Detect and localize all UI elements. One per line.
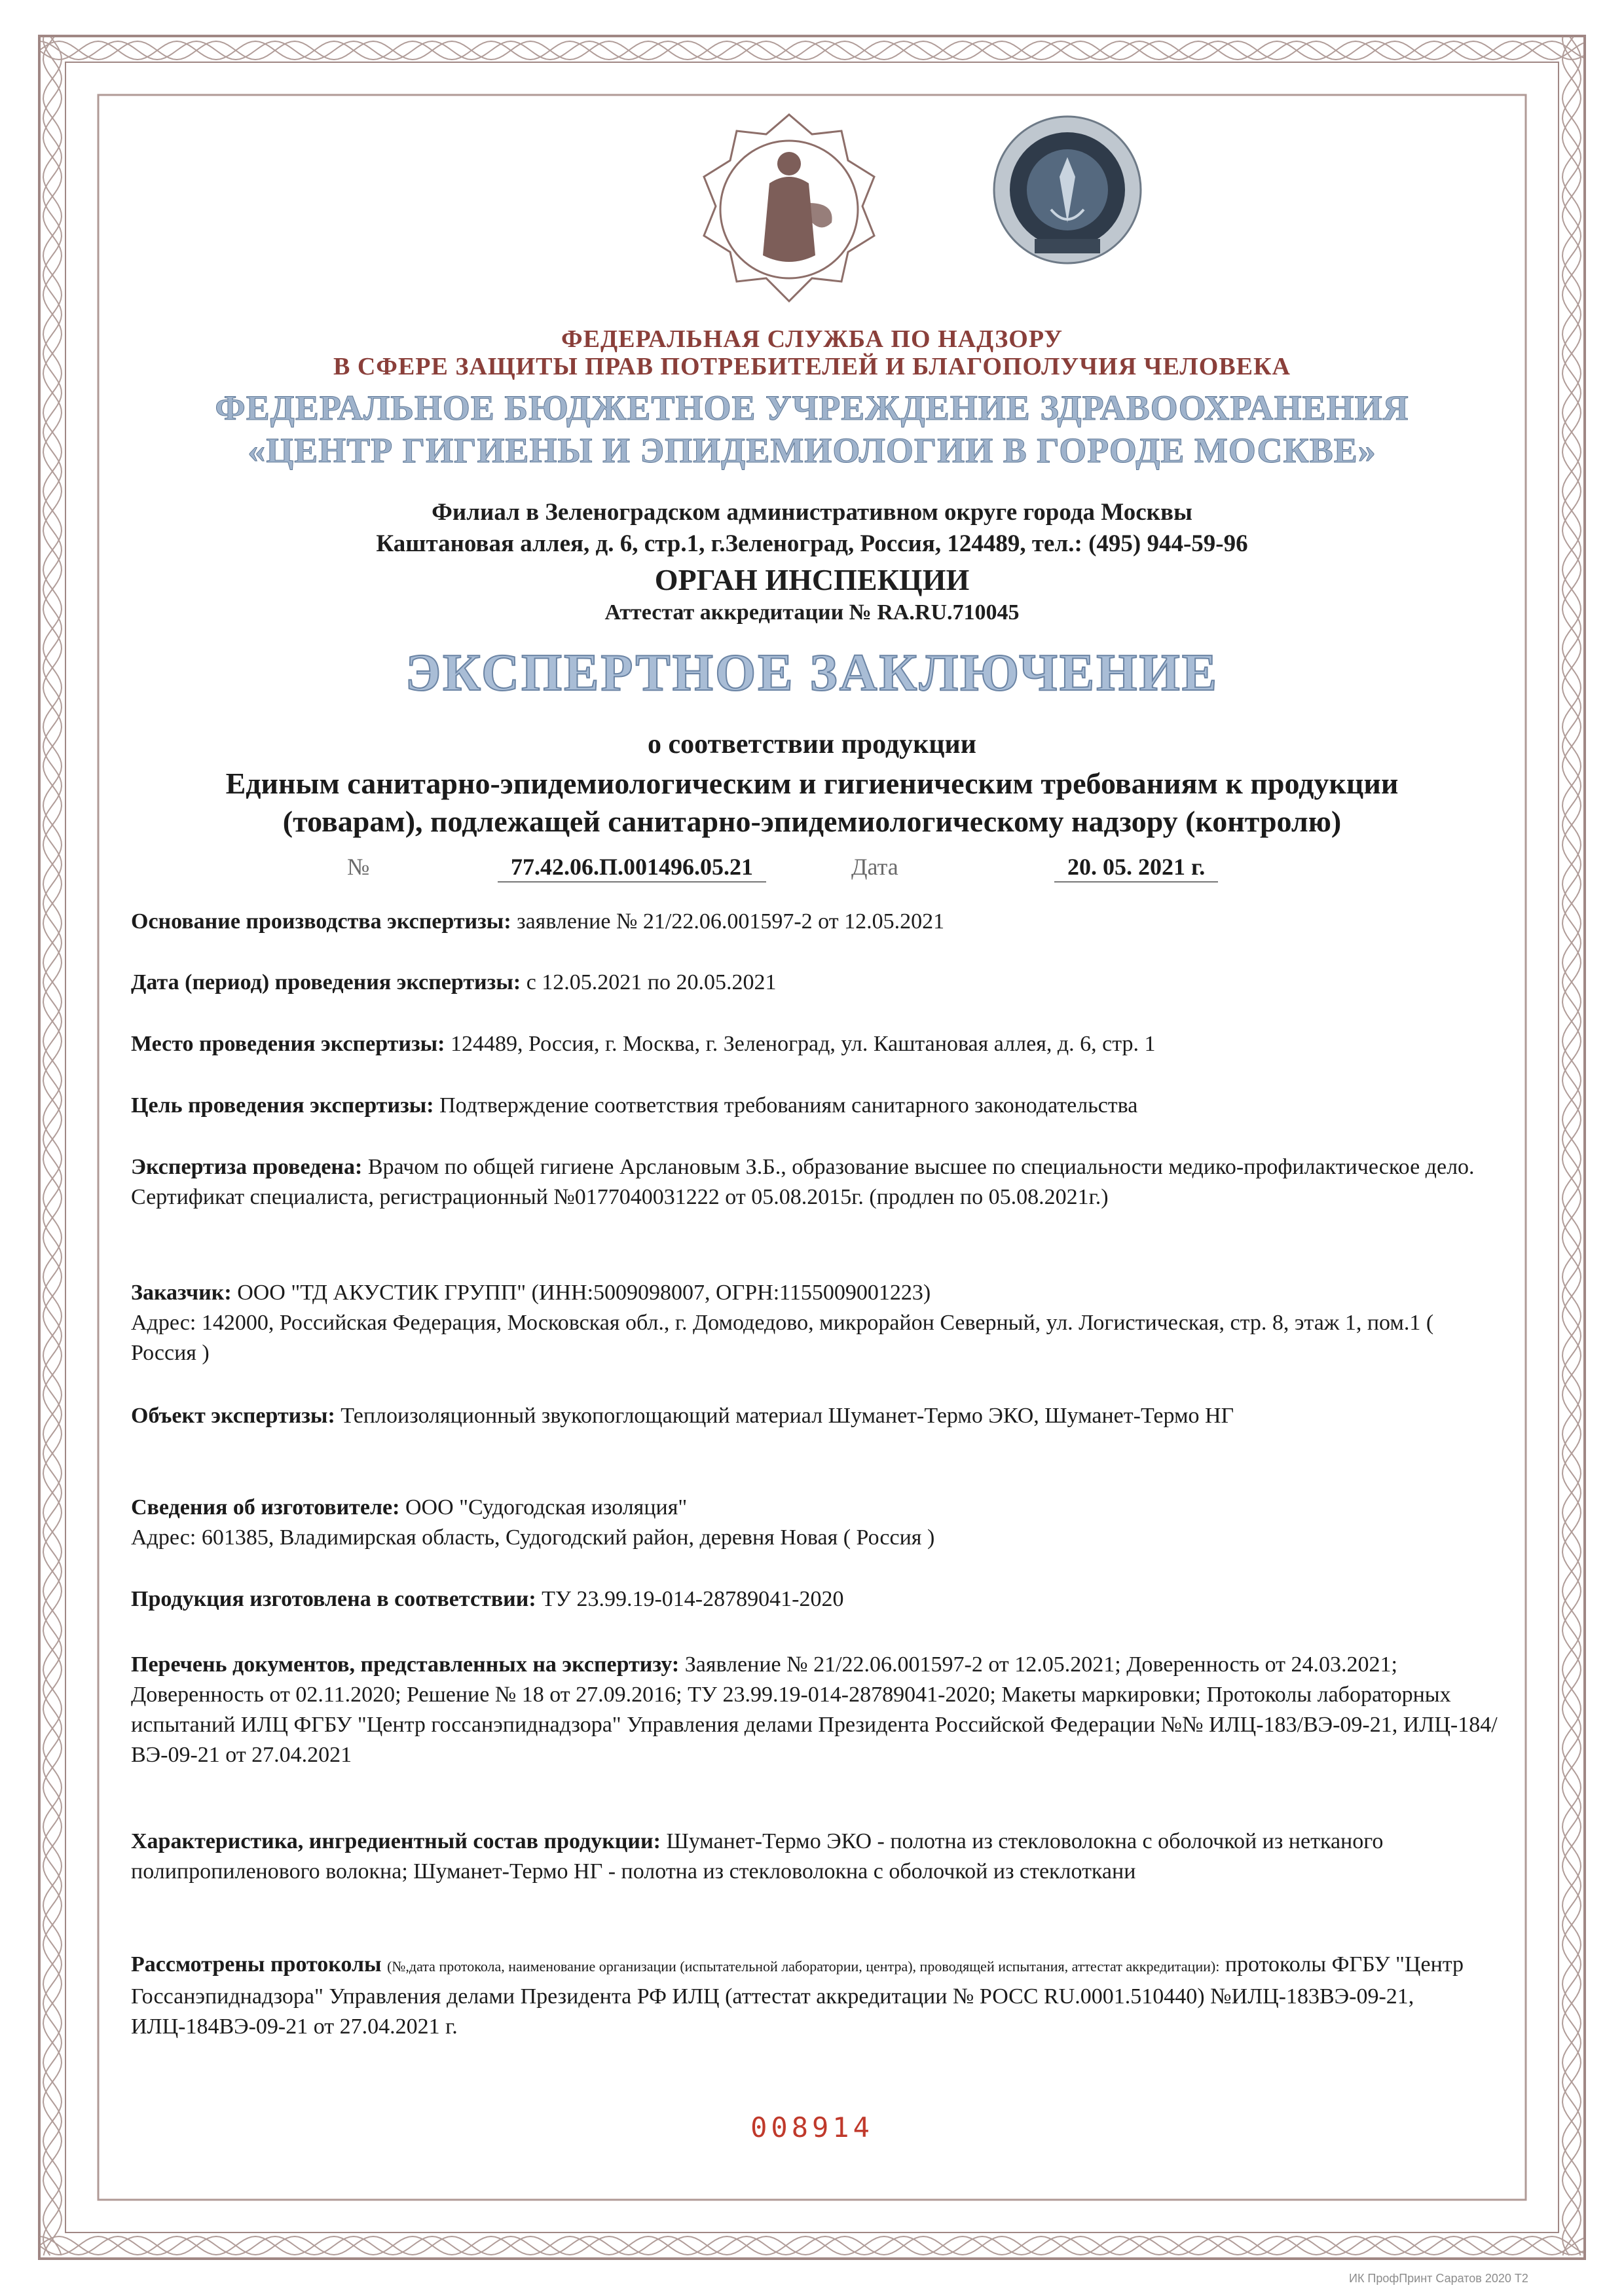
field-period: Дата (период) проведения экспертизы: с 12.05.2021 по 20.05.2021: [131, 970, 777, 994]
customer-address: Адрес: 142000, Российская Федерация, Московская обл., г. Домодедово, микрорайон Северный, ул. Логистическая, стр. 8, этаж 1, пом.1 ( Россия ): [131, 1311, 1434, 1365]
field-manufacturer: Сведения об изготовителе: ООО "Судогодская изоляция" Адрес: 601385, Владимирская область, Судогодский район, деревня Новая ( Россия ): [131, 1493, 1500, 1553]
field-protocols: Рассмотрены протоколы (№,дата протокола, наименование организации (испытательной лаборатории, центра), проводящей испытания, аттестат аккредитации): протоколы ФГБУ "Центр Госсанэпиднадзора" Управления делами Президента РФ ИЛЦ (аттестат аккредитации № РОСС RU.0001.510440) №ИЛЦ-183ВЭ-09-21, ИЛЦ-184ВЭ-09-21 от 27.04.2021 г.: [131, 1952, 1464, 2039]
rospotrebnadzor-seal-icon: [989, 111, 1146, 275]
subject-line-3: (товарам), подлежащей санитарно-эпидемиологическому надзору (контролю): [282, 805, 1342, 838]
field-basis: Основание производства экспертизы: заявление № 21/22.06.001597-2 от 12.05.2021: [131, 909, 945, 934]
field-documents: Перечень документов, представленных на экспертизу: Заявление № 21/22.06.001597-2 от 12.05.2021; Доверенность от 24.03.2021; Доверенность от 02.11.2020; Решение № 18 от 27.09.2016; ТУ 23.99.19-014-28789041-2020; Макеты маркировки; Протоколы лабораторных испытаний ИЛЦ ФГБУ "Центр госсанэпиднадзора" Управления делами Президента Российской Федерации №№ ИЛЦ-183/ВЭ-09-21, ИЛЦ-184/ВЭ-09-21 от 27.04.2021: [131, 1652, 1498, 1767]
document-number: 77.42.06.П.001496.05.21: [498, 852, 766, 883]
accreditation-line: Аттестат аккредитации № RA.RU.710045: [604, 600, 1020, 625]
serial-number: 008914: [750, 2111, 874, 2143]
field-produced-per: Продукция изготовлена в соответствии: ТУ 23.99.19-014-28789041-2020: [131, 1587, 844, 1611]
agency-line-2: В СФЕРЕ ЗАЩИТЫ ПРАВ ПОТРЕБИТЕЛЕЙ И БЛАГОПОЛУЧИЯ ЧЕЛОВЕКА: [333, 353, 1291, 380]
field-customer: Заказчик: ООО "ТД АКУСТИК ГРУПП" (ИНН:5009098007, ОГРН:1155009001223) Адрес: 142000, Российская Федерация, Московская обл., г. Домодедово, микрорайон Северный, ул. Логистическая, стр. 8, этаж 1, пом.1 ( Россия ): [131, 1278, 1500, 1368]
inspection-organ: ОРГАН ИНСПЕКЦИИ: [654, 563, 970, 596]
number-label: №: [347, 854, 370, 880]
field-conducted: Экспертиза проведена: Врачом по общей гигиене Арслановым З.Б., образование высшее по специальности медико-профилактическое дело. Сертификат специалиста, регистрационный №0177040031222 от 05.08.2015г. (продлен по 05.08.2021г.): [131, 1155, 1475, 1209]
protocols-note: (№,дата протокола, наименование организации (испытательной лаборатории, центра), проводящей испытания, аттестат аккредитации):: [387, 1958, 1220, 1975]
subject-line-1: о соответствии продукции: [648, 729, 976, 759]
field-composition: Характеристика, ингредиентный состав продукции: Шуманет-Термо ЭКО - полотна из стекловолокна с оболочкой из нетканого полипропиленового волокна; Шуманет-Термо НГ - полотна из стекловолокна с оболочкой из стеклоткани: [131, 1829, 1384, 1884]
field-place: Место проведения экспертизы: 124489, Россия, г. Москва, г. Зеленоград, ул. Каштановая аллея, д. 6, стр. 1: [131, 1032, 1156, 1056]
agency-line-1: ФЕДЕРАЛЬНАЯ СЛУЖБА ПО НАДЗОРУ: [561, 325, 1063, 353]
field-purpose: Цель проведения экспертизы: Подтверждение соответствия требованиям санитарного законодательства: [131, 1093, 1138, 1118]
branch-address: Каштановая аллея, д. 6, стр.1, г.Зеленоград, Россия, 124489, тел.: (495) 944-59-96: [376, 530, 1248, 557]
printer-imprint: ИК ПрофПринт Саратов 2020 Т2: [1349, 2272, 1528, 2285]
date-label: Дата: [851, 854, 898, 880]
institution-line-1: ФЕДЕРАЛЬНОЕ БЮДЖЕТНОЕ УЧРЕЖДЕНИЕ ЗДРАВООХРАНЕНИЯ: [215, 388, 1409, 428]
field-object: Объект экспертизы: Теплоизоляционный звукопоглощающий материал Шуманет-Термо ЭКО, Шуманет-Термо НГ: [131, 1404, 1234, 1428]
branch-name: Филиал в Зеленоградском административном округе города Москвы: [432, 499, 1192, 526]
manufacturer-address: Адрес: 601385, Владимирская область, Судогодский район, деревня Новая ( Россия ): [131, 1525, 935, 1550]
hygieia-emblem-icon: [691, 105, 887, 321]
subject-line-2: Единым санитарно-эпидемиологическим и гигиеническим требованиям к продукции: [225, 767, 1399, 800]
document-title: ЭКСПЕРТНОЕ ЗАКЛЮЧЕНИЕ: [405, 644, 1219, 702]
document-date: 20. 05. 2021 г.: [1054, 852, 1218, 883]
institution-line-2: «ЦЕНТР ГИГИЕНЫ И ЭПИДЕМИОЛОГИИ В ГОРОДЕ МОСКВЕ»: [248, 431, 1376, 470]
